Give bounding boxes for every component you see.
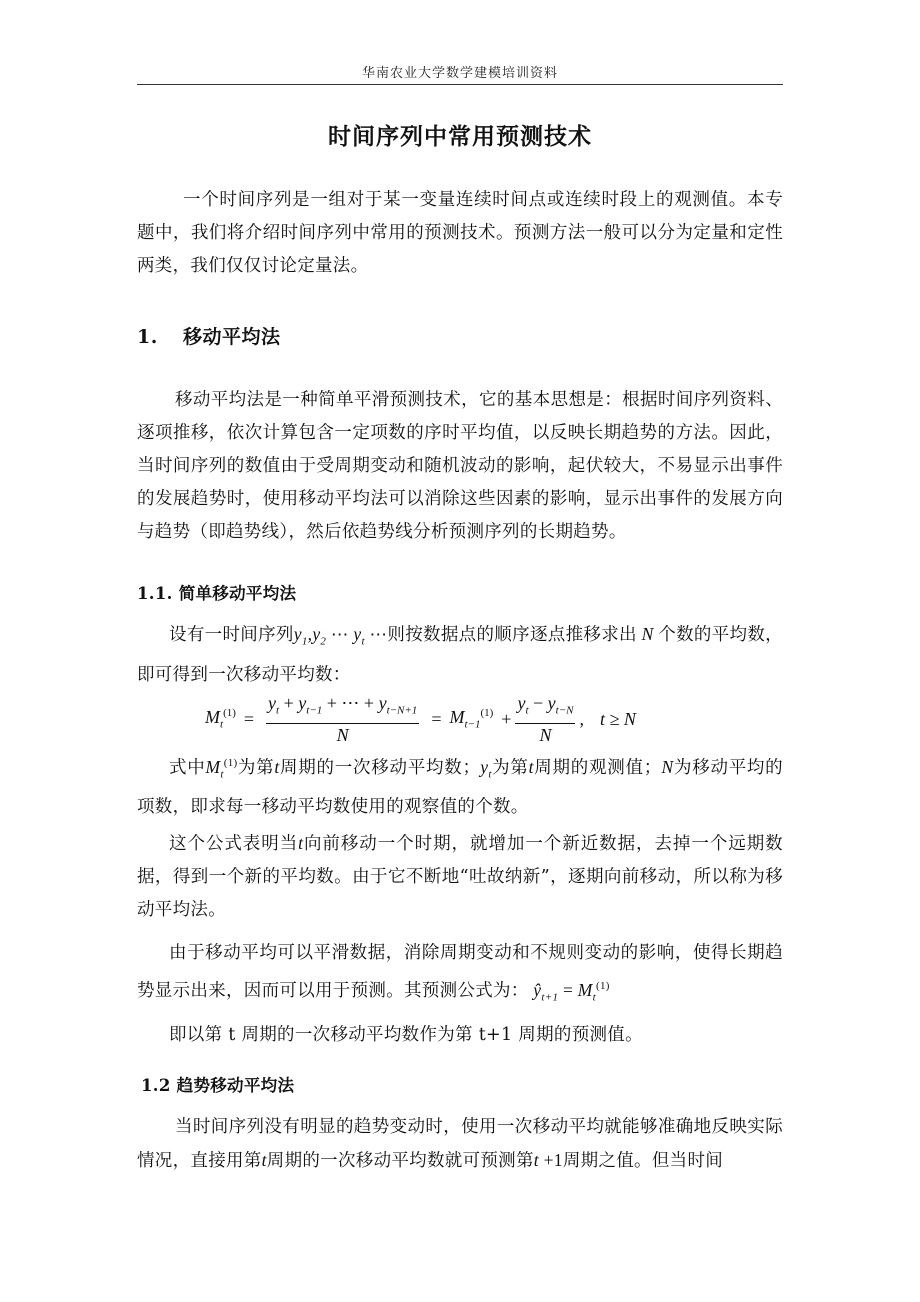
section-1-1-paragraph-1 <box>137 618 783 692</box>
section-1-2-paragraph-1 <box>137 1111 783 1178</box>
formula-fraction-1: $\frac{y_t + y_{t-1} + \cdots + y_{t-N+1}}{N}$ <box>268 693 418 745</box>
section-1-body: 移动平均法是一种简单平滑预测技术，它的基本思想是：根据时间序列资料、逐项推移，依次计算包含一定项数的序时平均值，以反映长期趋势的方法。因此，当时间序列的数值由于受周期变动和随机波动的影响，起伏较大，不易显示出事件的发展趋势时，使用移动平均法可以消除这些因素的影响，显示出事件的发展方向与趋势（即趋势线），然后依趋势线分析预测序列的长期趋势。 <box>137 390 783 542</box>
formula-prev-term: $M_{t-1}^{(1)}$ <box>449 707 494 731</box>
formula-condition: t ≥ N <box>599 708 636 729</box>
section-1-1-explanation <box>137 747 783 824</box>
series-symbol: $y_1,y_2$ ⋯ $y_t$ ⋯ <box>293 624 388 648</box>
t-plus-1-symbol: t +1 <box>533 1150 563 1170</box>
p3-text: 由于移动平均可以平滑数据，消除周期变动和不规则变动的影响，使得长期趋势显示出来，因而可以用于预测。其预测公式为： <box>137 943 783 1001</box>
expl-text-e: 周期的观测值； <box>533 757 662 778</box>
running-header: 华南农业大学数学建模培训资料 <box>361 66 558 81</box>
t-symbol-3: t <box>298 833 304 853</box>
section-1-1-paragraph-2 <box>137 827 783 927</box>
n-symbol: N <box>636 624 659 644</box>
intro-paragraph <box>137 184 783 283</box>
n-symbol-2: N <box>661 756 674 777</box>
forecast-formula: $ŷ_{t+1} = M_t^{(1)}$ <box>528 979 610 1004</box>
expl-text-f: 为移动平均的项数，即求每一移动平均数使用的观察值的个数。 <box>137 757 783 818</box>
moving-average-formula: $M_t^{(1)}$ = $\frac{y_t + y_{t-1} + \cdots + y_{t-N+1}}{N}$ = $M_{t-1}^{(1)}$ + $\frac{y_t - y_{t-N}}{N}$ , t ≥ N <box>205 693 636 745</box>
p1-text-a: 设有一时间序列 <box>169 625 294 645</box>
t-symbol-2: t <box>528 756 534 777</box>
s12-text-b: 周期的一次移动平均数就可预测第 <box>266 1151 534 1171</box>
page-title: 时间序列中常用预测技术 <box>328 123 592 150</box>
header-rule <box>137 84 783 85</box>
t-symbol: t <box>274 756 280 777</box>
p1-text-b: 则按数据点的顺序逐点推移求出 <box>387 625 637 645</box>
section-1-1-heading: 1.1. 简单移动平均法 <box>137 584 297 603</box>
expl-text-d: 为第 <box>491 757 529 778</box>
p4-text: 即以第 t 周期的一次移动平均数作为第 t+1 周期的预测值。 <box>169 1025 643 1045</box>
p2-text-a: 这个公式表明当 <box>169 834 299 854</box>
t-symbol-4: t <box>261 1150 267 1170</box>
section-1-1-paragraph-4 <box>137 1019 783 1052</box>
section-1-1-paragraph-3 <box>137 937 783 1014</box>
p2-text-b: 向前移动一个时期，就增加一个新近数据，去掉一个远期数据，得到一个新的平均数。由于它不断地“吐故纳新”，逐期向前移动，所以称为移动平均法。 <box>137 834 783 920</box>
section-1-paragraph <box>137 384 783 549</box>
section-1-2-heading: 1.2 趋势移动平均法 <box>141 1076 295 1095</box>
s12-text-c: 周期之值。但当时间 <box>562 1151 724 1171</box>
expl-text-b: 为第 <box>237 757 275 778</box>
section-1-heading <box>137 322 281 349</box>
formula-lhs: $M_t^{(1)}$ <box>205 707 236 731</box>
intro-text: 一个时间序列是一组对于某一变量连续时间点或连续时段上的观测值。本专题中，我们将介绍时间序列中常用的预测技术。预测方法一般可以分为定量和定性两类，我们仅仅讨论定量法。 <box>137 190 783 276</box>
expl-text-a: 式中 <box>169 757 206 778</box>
formula-fraction-2: $\frac{y_t - y_{t-N}}{N}$ <box>517 693 574 745</box>
yt-symbol: $y_t$ <box>480 756 492 781</box>
p1-text-c: 个数的平均数，即可得到一次移动平均数： <box>137 625 783 685</box>
section-1-number: 1. <box>137 326 158 348</box>
expl-text-c: 周期的一次移动平均数； <box>279 757 481 778</box>
mt-symbol: $M_t^{(1)}$ <box>205 756 238 781</box>
s12-text-a: 当时间序列没有明显的趋势变动时，使用一次移动平均就能够准确地反映实际情况，直接用第 <box>137 1117 783 1171</box>
section-1-title: 移动平均法 <box>183 326 281 348</box>
